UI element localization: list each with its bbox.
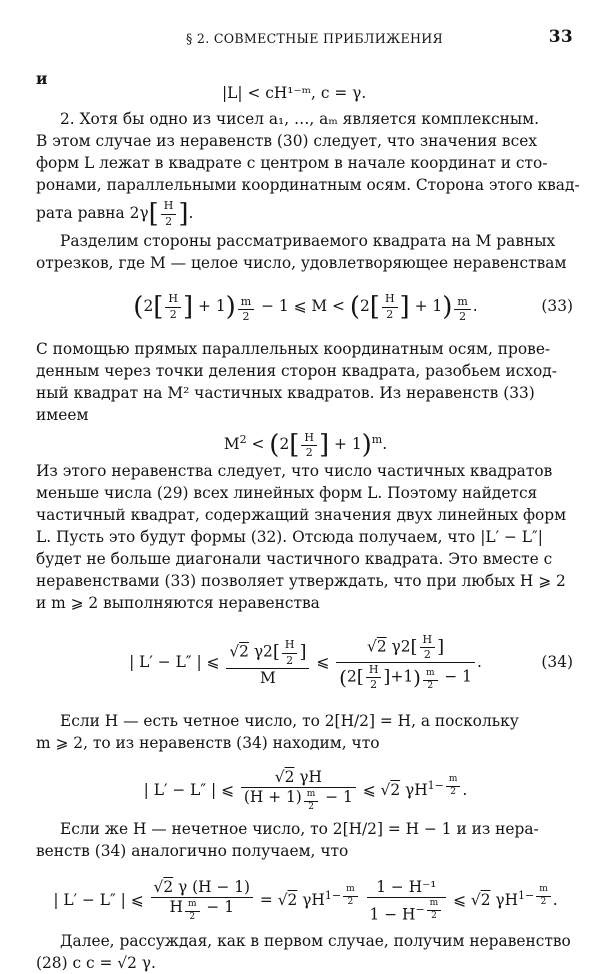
paragraph-2-line-4: ронами, параллельными координатным осям. Сторона этого квад-: [36, 176, 580, 194]
equation-34-number: (34): [541, 653, 573, 671]
paragraph-5-line-6: неравенствами (33) позволяет утверждать, что при любых H ⩾ 2: [36, 572, 566, 590]
paragraph-6-line-2: m ⩾ 2, то из неравенств (34) находим, что: [36, 734, 380, 752]
paragraph-5-line-1: Из этого неравенства следует, что число частичных квадратов: [36, 462, 553, 480]
paragraph-5-line-3: частичный квадрат, содержащий значения двух линейных форм: [36, 506, 567, 524]
paragraph-2-line-3: форм L лежат в квадрате с центром в начале координат и сто-: [36, 154, 548, 172]
paragraph-4-line-2: денным через точки деления сторон квадрата, разобьем исход-: [36, 362, 557, 380]
paragraph-3-line-2: отрезков, где M — целое число, удовлетворяющее неравенствам: [36, 254, 567, 272]
paragraph-5-line-2: меньше числа (29) всех линейных форм L. Поэтому найдется: [36, 484, 538, 502]
equation-M2: $M^2 < (2$[ $\frac{H}{2}$ ] + 1)$^m$.: [223, 430, 388, 461]
equation-34: | L′ − L″ | ⩽ √2 γ2[ $\frac{H}{2}$ ] M ⩽ √2 γ2[ $\frac{H}{2}$ ] (2[ $\frac{H}{2}$ ]+1) $\frac{m}{2}$ − 1 . (34): [36, 614, 575, 710]
paragraph-2-line-5: рата равна 2γ[ $\frac{H}{2}$ ].: [36, 199, 194, 229]
first-equation-block: [36, 54, 575, 102]
paragraph-5-line-5: будет не больше диагонали частичного квадрата. Это вместе с: [36, 550, 553, 568]
paragraph-4-line-1: С помощью прямых параллельных координатным осям, прове-: [36, 340, 551, 358]
paragraph-8-line-2: (28) с c = √2 γ.: [36, 954, 156, 972]
paragraph-3-line-1: Разделим стороны рассматриваемого квадрата на M равных: [60, 232, 556, 250]
running-head: [36, 28, 575, 54]
paragraph-7-line-1: Если же H — нечетное число, то 2[H/2] = H − 1 и из нера-: [60, 820, 539, 838]
paragraph-5-line-7: и m ⩾ 2 выполняются неравенства: [36, 594, 320, 612]
equation-33-number: (33): [541, 297, 573, 315]
paragraph-2-line-1: 2. Хотя бы одно из чисел a₁, …, aₘ является комплексным.: [60, 110, 539, 128]
section-title: § 2. СОВМЕСТНЫЕ ПРИБЛИЖЕНИЯ: [186, 31, 443, 46]
equation-even-case: | L′ − L″ | ⩽ √2 γH (H + 1) $\frac{m}{2}$ − 1 ⩽ √2 $\gamma H^{1- \frac{m}{2}}$ .: [143, 768, 468, 813]
equation-33: (2[ $\frac{H}{2}$ ] + 1) $\frac{m}{2}$ − 1 ⩽ M < (2[ $\frac{H}{2}$ ] + 1) $\frac{m}{2}$ . (33): [36, 274, 575, 338]
paragraph-5-line-4: L. Пусть это будут формы (32). Отсюда получаем, что |L′ − L″|: [36, 528, 543, 546]
paragraph-4-line-3: ный квадрат на M² частичных квадратов. Из неравенств (33): [36, 384, 535, 402]
page-number: 33: [548, 27, 573, 47]
equation-odd-case: | L′ − L″ | ⩽ √2 γ (H − 1) H $\frac{m}{2}$ − 1 = √2 $\gamma H^{1- \frac{m}{2}}$ 1 − H⁻¹ $1 - H^{- \frac{m}{2}}$ ⩽ √2 $\gamma H^{1- \frac{m}{2}}$ .: [53, 877, 558, 924]
paragraph-8-line-1: Далее, рассуждая, как в первом случае, получим неравенство: [60, 932, 571, 950]
paragraph-2-line-2: В этом случае из неравенств (30) следует, что значения всех: [36, 132, 538, 150]
and-word: и: [36, 70, 48, 88]
paragraph-7-line-2: венств (34) аналогично получаем, что: [36, 842, 349, 860]
first-equation: |L| < cH¹⁻ᵐ, c = γ.: [222, 84, 367, 102]
paragraph-4-line-4: имеем: [36, 406, 89, 424]
paragraph-6-line-1: Если H — есть четное число, то 2[H/2] = H, а поскольку: [60, 712, 519, 730]
